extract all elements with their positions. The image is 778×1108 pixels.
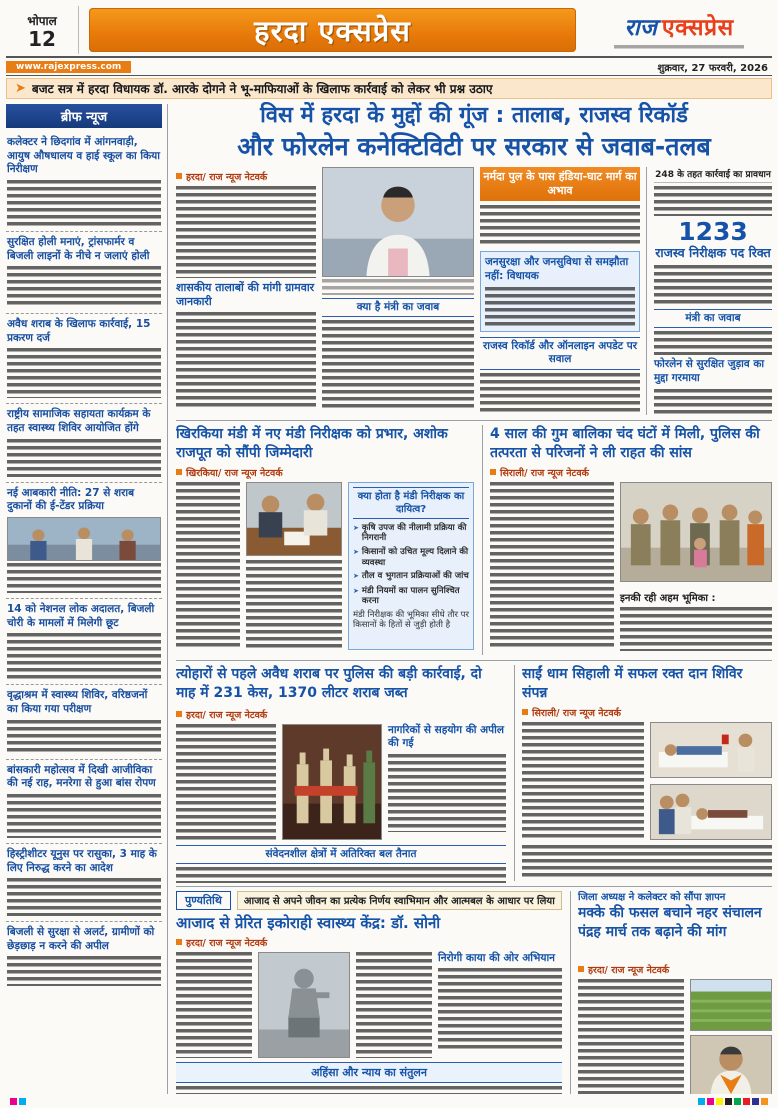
bullet-arrow-icon: ➤: [353, 572, 359, 581]
bullet-arrow-icon: ➤: [353, 523, 359, 532]
dateline-row: [6, 56, 772, 76]
page-number: 12: [28, 26, 56, 51]
blood-photo-column: [650, 722, 772, 840]
newspaper-title-band: [89, 8, 576, 52]
byline: [490, 466, 772, 479]
byline-square-icon: [176, 469, 182, 475]
registration-mark: [707, 1098, 714, 1105]
subhead-fourlane: फोरलेन से सुरक्षित जुड़ाव का मुद्दा गरमाया: [654, 358, 765, 384]
byline-text: हरदा/ राज न्यूज नेटवर्क: [186, 937, 268, 949]
body-text: [7, 266, 161, 308]
city-label: भोपाल: [27, 13, 57, 28]
brand-express: एक्सप्रेस: [661, 14, 734, 41]
byline-square-icon: [522, 709, 528, 715]
brief-headline: वृद्धाश्रम में स्वास्थ्य शिविर, वरिष्ठजनों का किया गया परीक्षण: [7, 689, 148, 715]
byline: [176, 708, 506, 721]
body-text: [176, 1086, 562, 1094]
girl-photo-column: [620, 482, 772, 650]
body-text: [176, 186, 316, 278]
brief-headline: बांसकारी महोत्सव में दिखी आजीविका की नई राह, मनरेगा से हुआ बांस रोपण: [7, 763, 156, 790]
brief-news-item: [6, 922, 162, 991]
vacancy-number: 1233: [678, 216, 748, 246]
byline-text: हरदा/ राज न्यूज नेटवर्क: [186, 709, 268, 721]
top-strip-text: बजट सत्र में हरदा विधायक डॉ. आरके दोगने ने भू-माफियाओं के खिलाफ कार्रवाई को लेकर भी प्रश्न उठाए: [31, 82, 493, 96]
body-text: [322, 320, 474, 408]
brand-logo: [586, 6, 772, 54]
bullet-item: [353, 547, 469, 568]
brief-news-item: [6, 599, 162, 685]
jansuraksha-box: [480, 251, 640, 331]
brief-headline: राष्ट्रीय सामाजिक सहायता कार्यक्रम के तहत स्वास्थ्य शिविर आयोजित होंगे: [7, 408, 151, 435]
girl-headline: 4 साल की गुम बालिका चंद घंटों में मिली, पुलिस की तत्परता से परिजनों ने ली राहत की सांस: [490, 425, 760, 461]
liquor-photo: [282, 724, 382, 840]
body-text: [7, 633, 161, 679]
bullet-text: तौल व भुगतान प्रक्रियाओं की जांच: [361, 571, 469, 582]
brief-headline: कलेक्टर ने छिदगांव में आंगनवाड़ी, आयुष औषधालय व हाई स्कूल का किया निरीक्षण: [7, 136, 160, 176]
body-text: [176, 482, 240, 650]
subhead-jawab: मंत्री का जवाब: [654, 309, 772, 329]
body-text: [7, 563, 161, 593]
brief-news-item: [6, 132, 162, 232]
photo-caption: [322, 279, 474, 295]
body-text: [7, 439, 161, 477]
azad-kicker-row: [176, 891, 562, 910]
brief-item-photo: [7, 517, 161, 561]
lead-col-4: [646, 167, 772, 415]
body-text: [176, 312, 316, 408]
nirogi-sub-article: [438, 952, 562, 1058]
seized-bottles-photo: [283, 725, 381, 839]
lead-col-1: [176, 167, 316, 415]
body-text: [522, 722, 644, 840]
body-text: [7, 348, 161, 398]
azad-article: [176, 891, 562, 1094]
bullet-item: [353, 586, 469, 607]
bullet-item: [353, 571, 469, 582]
crowd-photo: [8, 518, 160, 560]
vacancy-label: राजस्व निरीक्षक पद रिक्त: [655, 245, 771, 261]
brief-news-item: [6, 314, 162, 404]
bullet-text: किसानों को उचित मूल्य दिलाने की व्यवस्था: [361, 547, 469, 568]
donation-group-photo: [651, 785, 771, 839]
brief-headline: नई आबकारी नीति: 27 से शराब दुकानों की ई-टेंडर प्रक्रिया: [7, 486, 135, 513]
body-text: [485, 287, 635, 327]
brief-headline: 14 को नेशनल लोक अदालत, बिजली चोरी के मामलों में मिलेगी छूट: [7, 603, 155, 629]
lead-story: [176, 102, 772, 415]
registration-mark: [19, 1098, 26, 1105]
body-text: [654, 389, 772, 415]
byline-text: खिरकिया/ राज न्यूज नेटवर्क: [186, 467, 283, 479]
body-text: [356, 952, 432, 1058]
byline: [522, 706, 772, 719]
bullet-note: मंडी निरीक्षक की भूमिका सीधे तौर पर किसानों के हितों से जुड़ी होती है: [353, 609, 469, 631]
box-title: क्या होता है मंडी निरीक्षक का दायित्व?: [353, 487, 469, 519]
byline: [176, 466, 474, 479]
corn-field-photo: [691, 980, 771, 1030]
body-text: [246, 560, 342, 648]
registration-marks-right: [698, 1098, 768, 1105]
body-text: [654, 186, 772, 216]
body-text: [578, 979, 684, 1094]
registration-mark: [761, 1098, 768, 1105]
body-text: [388, 754, 506, 832]
subhead-nirogi: निरोगी काया की ओर अभियान: [438, 951, 555, 964]
city-page-block: [6, 6, 79, 54]
body-text: [7, 720, 161, 754]
body-text: [654, 331, 772, 355]
field-photo: [690, 979, 772, 1031]
girl-found-article: [482, 425, 772, 655]
subhead-minister-answer: क्या है मंत्री का जवाब: [322, 298, 474, 318]
bullet-text: मंडी नियमों का पालन सुनिश्चित करना: [361, 585, 460, 607]
website-link: www.rajexpress.com: [6, 61, 131, 73]
byline-text: हरदा/ राज न्यूज नेटवर्क: [588, 964, 670, 976]
subhead-narmada: नर्मदा पुल के पास हंडिया-घाट मार्ग का अभाव: [480, 167, 640, 202]
byline-text: हरदा/ राज न्यूज नेटवर्क: [186, 171, 268, 183]
brief-news-title: ब्रीफ न्यूज: [60, 110, 108, 125]
bullet-item: [353, 523, 469, 544]
subhead-force: संवेदनशील क्षेत्रों में अतिरिक्त बल तैनात: [176, 845, 506, 865]
azad-statue-photo: [259, 953, 349, 1057]
newspaper-title: हरदा एक्सप्रेस: [254, 13, 411, 48]
police-group-photo: [620, 482, 772, 582]
corn-photo-column: [690, 979, 772, 1094]
girl-sub-role: इनकी रही अहम भूमिका :: [620, 592, 716, 604]
subhead-appeal: नागरिकों से सहयोग की अपील की गई: [388, 723, 504, 750]
corn-kicker: जिला अध्यक्ष ने कलेक्टर को सौंपा ज्ञापन: [578, 891, 726, 903]
brief-news-item: [6, 483, 162, 599]
subhead-ahimsa: अहिंसा और न्याय का संतुलन: [176, 1062, 562, 1083]
registration-marks-left: [10, 1098, 26, 1105]
azad-quote-strip: आजाद से अपने जीवन का प्रत्येक निर्णय स्वाभिमान और आत्मबल के आधार पर लिया: [237, 891, 562, 910]
lead-col-3: [480, 167, 640, 415]
body-text: [176, 952, 252, 1058]
registration-mark: [716, 1098, 723, 1105]
mandi-photo: [246, 482, 342, 556]
body-text: [480, 205, 640, 247]
brief-news-item: [6, 844, 162, 922]
bullet-arrow-icon: ➤: [353, 548, 359, 557]
byline-text: सिराली/ राज न्यूज नेटवर्क: [532, 707, 621, 719]
azad-headline: आजाद से प्रेरित इकोराही स्वास्थ्य केंद्र: डॉ. सोनी: [176, 913, 441, 932]
mandi-article: [176, 425, 474, 655]
brief-news-item: [6, 760, 162, 844]
liquor-right-col: [388, 724, 506, 840]
mandi-photo-column: [246, 482, 342, 650]
kicker-punyatithi: पुण्यतिथि: [176, 891, 231, 910]
arrow-icon: ➤: [15, 81, 26, 96]
body-text: [620, 607, 772, 651]
body-text: [7, 794, 161, 838]
brief-headline: अवैध शराब के खिलाफ कार्रवाई, 15 प्रकरण दर्ज: [7, 318, 151, 344]
mandi-headline: खिरकिया मंडी में नए मंडी निरीक्षक को प्रभार, अशोक राजपूत को सौंपी जिम्मेदारी: [176, 425, 448, 461]
main-content: [176, 102, 772, 1094]
registration-mark: [725, 1098, 732, 1105]
bullet-text: कृषि उपज की नीलामी प्रक्रिया की निगरानी: [361, 522, 467, 544]
byline-square-icon: [578, 966, 584, 972]
donation-bed-photo: [651, 723, 771, 777]
liquor-article: [176, 665, 506, 881]
mla-portrait-photo: [323, 168, 473, 276]
police-family-photo: [621, 483, 771, 581]
liquor-headline: त्योहारों से पहले अवैध शराब पर पुलिस की बड़ी कार्रवाई, दो माह में 231 केस, 1370 लीटर शराब जब्त: [176, 665, 482, 701]
body-text: [176, 867, 506, 883]
brand-raj: राज: [624, 14, 657, 41]
byline-text: सिराली/ राज न्यूज नेटवर्क: [500, 467, 589, 479]
subhead-records: राजस्व रिकॉर्ड और ऑनलाइन अपडेट पर सवाल: [480, 337, 640, 370]
body-text: [176, 724, 276, 840]
body-text: [7, 956, 161, 986]
registration-mark: [734, 1098, 741, 1105]
brief-headline: बिजली से सुरक्षा से अलर्ट, ग्रामीणों को छेड़छाड़ न करने की अपील: [7, 926, 155, 952]
brief-news-item: [6, 232, 162, 314]
statue-photo: [258, 952, 350, 1058]
brand-tagline: [614, 45, 744, 51]
registration-mark: [743, 1098, 750, 1105]
byline-square-icon: [176, 939, 182, 945]
body-text: [490, 482, 614, 650]
bullet-arrow-icon: ➤: [353, 586, 359, 595]
byline-square-icon: [176, 173, 182, 179]
blood-camp-article: [514, 665, 772, 881]
blood-camp-photo-2: [650, 784, 772, 840]
body-text: [522, 845, 772, 879]
date-label: शुक्रवार, 27 फरवरी, 2026: [657, 62, 768, 74]
lead-col-2: [322, 167, 474, 415]
district-president-photo: [691, 1036, 771, 1094]
byline: [176, 936, 562, 949]
byline-square-icon: [490, 469, 496, 475]
blood-headline: साईं धाम सिहाली में सफल रक्त दान शिविर संपन्न: [522, 665, 743, 701]
lead-headline-line1: विस में हरदा के मुद्दों की गूंज : तालाब, राजस्व रिकॉर्ड: [260, 103, 688, 128]
body-text: [654, 265, 772, 305]
office-charge-photo: [247, 483, 341, 555]
subhead-talab: शासकीय तालाबों की मांगी ग्रामवार जानकारी: [176, 280, 315, 309]
byline: [578, 963, 772, 976]
lead-headline-line2: और फोरलेन कनेक्टिविटी पर सरकार से जवाब-तलब: [237, 131, 711, 161]
masthead: [6, 6, 772, 54]
registration-mark: [698, 1098, 705, 1105]
body-text: [438, 968, 562, 1050]
byline: [176, 170, 316, 183]
corn-article: [570, 891, 772, 1094]
byline-square-icon: [176, 711, 182, 717]
brief-news-header: [6, 104, 162, 128]
registration-mark: [10, 1098, 17, 1105]
brief-headline: सुरक्षित होली मनाएं, ट्रांसफार्मर व बिजली लाइनों के नीचे न जलाएं होली: [7, 235, 150, 262]
body-text: [7, 180, 161, 226]
blood-camp-photo-1: [650, 722, 772, 778]
box-title: जनसुरक्षा और जनसुविधा से समझौता नहीं: विधायक: [485, 256, 629, 283]
note-248: 248 के तहत कार्रवाई का प्रावधान: [654, 167, 772, 183]
brief-headline: हिस्ट्रीशीटर यूनुस पर रासुका, 3 माह के लिए निरुद्ध करने का आदेश: [7, 847, 157, 874]
registration-mark: [752, 1098, 759, 1105]
lead-photo: [322, 167, 474, 277]
brief-news-item: [6, 404, 162, 482]
body-text: [480, 373, 640, 415]
brief-news-column: [6, 104, 168, 1094]
leader-portrait-photo: [690, 1035, 772, 1094]
top-strip: [6, 78, 772, 99]
brief-news-item: [6, 685, 162, 759]
body-text: [7, 878, 161, 916]
mandi-duty-box: [348, 482, 474, 650]
corn-headline: मक्के की फसल बचाने नहर संचालन पंद्रह मार्च तक बढ़ाने की मांग: [578, 904, 762, 940]
